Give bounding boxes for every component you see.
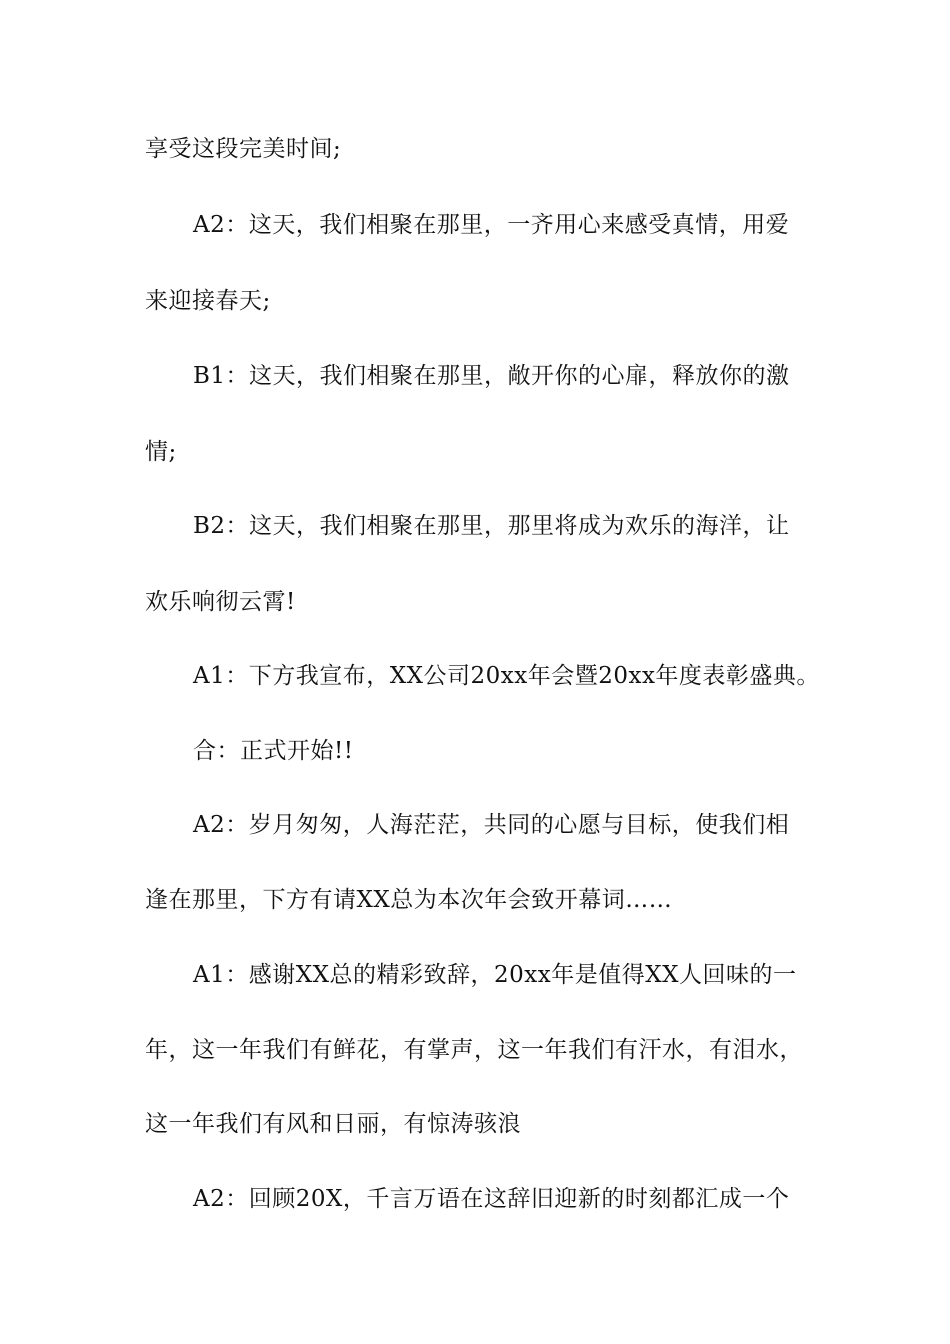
- text-line: 合：正式开始!!: [193, 738, 354, 764]
- text-line: 年，这一年我们有鲜花，有掌声，这一年我们有汗水，有泪水，: [145, 1037, 803, 1063]
- text-line: B2：这天，我们相聚在那里，那里将成为欢乐的海洋，让: [193, 513, 790, 539]
- text-line: 情;: [145, 439, 177, 465]
- text-line: 享受这段完美时间;: [145, 136, 342, 162]
- text-line: A2：这天，我们相聚在那里，一齐用心来感受真情，用爱: [193, 212, 790, 238]
- text-line: 这一年我们有风和日丽，有惊涛骇浪: [145, 1111, 521, 1137]
- text-line: A2：岁月匆匆，人海茫茫，共同的心愿与目标，使我们相: [193, 812, 790, 838]
- text-line: A1：下方我宣布，XX公司20xx年会暨20xx年度表彰盛典。: [193, 663, 820, 689]
- text-line: 来迎接春天;: [145, 288, 271, 314]
- text-line: 欢乐响彻云霄!: [145, 589, 296, 615]
- text-line: A2：回顾20X，千言万语在这辞旧迎新的时刻都汇成一个: [193, 1186, 790, 1212]
- text-line: B1：这天，我们相聚在那里，敞开你的心扉，释放你的激: [193, 363, 790, 389]
- text-line: A1：感谢XX总的精彩致辞，20xx年是值得XX人回味的一: [193, 962, 797, 988]
- text-line: 逢在那里，下方有请XX总为本次年会致开幕词……: [145, 887, 673, 913]
